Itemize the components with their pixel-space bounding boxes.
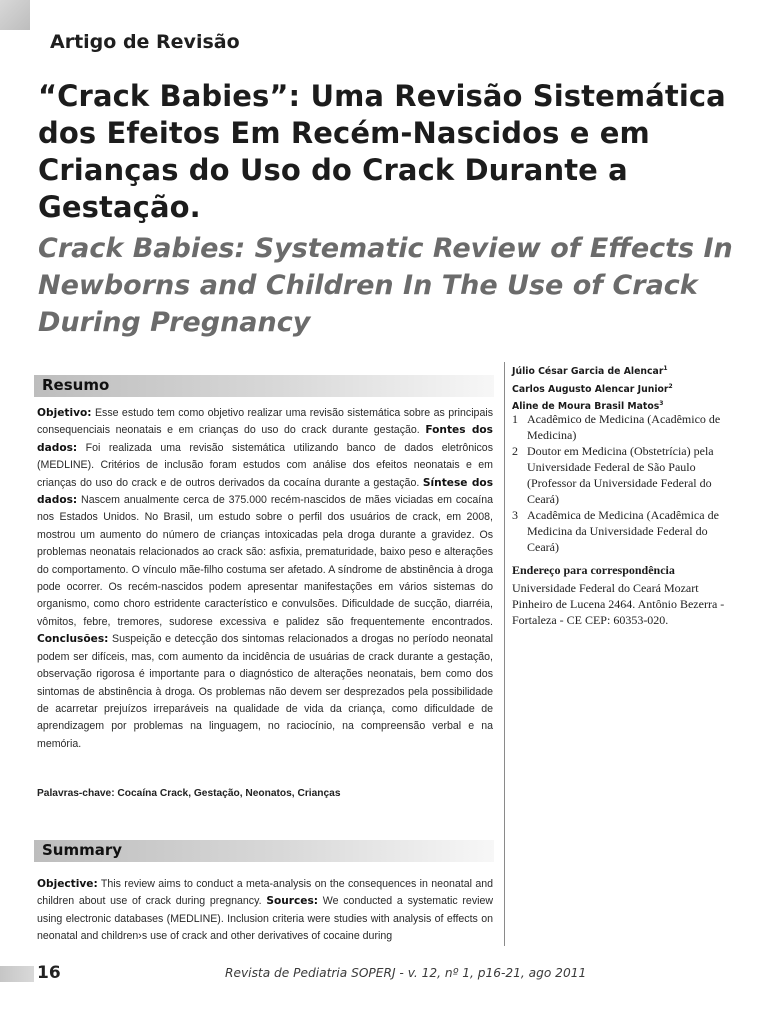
summary-text-objective: This review aims to conduct a meta-analysis on the consequences in neonatal and children about use of crack during pregnancy. <box>37 878 493 908</box>
summary-label-objective: Objective: <box>37 878 98 890</box>
top-decoration <box>0 0 30 30</box>
resumo-text-conclusoes: Suspeição e detecção dos sintomas relacionados a drogas no período neonatal podem ser difíceis, mas, com aumento da incidência de usuárias de crack durante a gestação, observação rigorosa é importante para o diagnóstico de alterações neonatais, bem como dos sintomas de abstinência à droga. Os problemas não devem ser desprezados pela possibilidade de acarretar prejuízos irreparáveis na qualidade de vida da criança, como dificuldade de aprendizagem por problemas na linguagem, no raciocínio, na compreensão verbal e na memória. <box>37 633 493 750</box>
author-list <box>512 362 742 415</box>
resumo-label-sintese: Síntese dos dados: <box>37 476 494 507</box>
resumo-text-objetivo: Esse estudo tem como objetivo realizar uma revisão sistemática sobre as principais consequenciais neonatais e em crianças do uso do crack durante gestação. <box>37 407 493 437</box>
resumo-label-objetivo: Objetivo: <box>37 407 92 419</box>
affiliation-list <box>512 411 742 555</box>
author-name: Carlos Augusto Alencar Junior$^2$ <box>512 382 673 395</box>
journal-citation: Revista de Pediatria SOPERJ - v. 12, nº 1, p16-21, ago 2011 <box>225 966 587 980</box>
resumo-label-conclusoes: Conclusões: <box>37 633 109 646</box>
author-name: Aline de Moura Brasil Matos$^3$ <box>512 400 664 413</box>
article-type-label: Artigo de Revisão <box>50 31 240 53</box>
affiliation-item: 3 Acadêmica de Medicina (Acadêmica de Medicina da Universidade Federal do Ceará) <box>512 508 719 554</box>
title-english: Crack Babies: Systematic Review of Effects In Newborns and Children In The Use of Crack During Pregnancy <box>38 233 733 338</box>
correspondence-title: Endereço para correspondência <box>512 563 675 577</box>
resumo-header <box>34 375 494 397</box>
resumo-text-fontes: Foi realizada uma revisão sistemática utilizando banco de dados eletrônicos (MEDLINE). Critérios de inclusão foram estudos com análise dos efeitos neonatais e em crianças do uso do crack e de outros derivados da cocaína durante a gestação. <box>37 441 493 489</box>
column-divider <box>504 362 505 946</box>
correspondence-address: Universidade Federal do Ceará Mozart Pinheiro de Lucena 2464. Antônio Bezerra - Fortaleza - CE CEP: 60353-020. <box>512 581 725 627</box>
summary-heading: Summary <box>42 841 123 859</box>
summary-header <box>34 840 494 862</box>
resumo-body <box>37 405 493 753</box>
summary-label-sources: Sources: <box>266 895 319 908</box>
affiliation-item: 2 Doutor em Medicina (Obstetrícia) pela Universidade Federal de São Paulo (Professor da Universidade Federal do Ceará) <box>512 444 714 506</box>
resumo-text-sintese: Nascem anualmente cerca de 375.000 recém-nascidos de mães viciadas em cocaína nos Estados Unidos. No Brasil, um estudo sobre o perfil dos usuários de crack, em 2008, mostrou um aumento do número de crianças intoxicadas pela droga durante a gravidez. Os problemas neonatais relacionados ao crack são: asfixia, prematuridade, baixo peso e alterações do comportamento. O vínculo mãe-filho costuma ser afetado. A síndrome de abstinência à droga pode ocorrer. Os recém-nascidos podem apresentar manifestações em vários sistemas do organismo, como choro estridente característico e convulsões. Dificuldade de sucção, diarréia, vômitos, febre, tremores, sudorese excessiva e palidez são frequentemente encontrados. <box>37 494 493 628</box>
resumo-label-fontes: Fontes dos dados: <box>37 424 493 454</box>
title-portuguese: “Crack Babies”: Uma Revisão Sistemática dos Efeitos Em Recém-Nascidos e em Crianças do Uso do Crack Durante a Gestação. <box>38 79 726 224</box>
summary-body <box>37 876 493 946</box>
resumo-heading: Resumo <box>42 376 110 394</box>
keywords: Palavras-chave: Cocaína Crack, Gestação, Neonatos, Crianças <box>37 788 341 799</box>
summary-text-sources: We conducted a systematic review using electronic databases (MEDLINE). Inclusion criteria were studies with analysis of effects on neonatal and children›s use of crack and other derivatives of cocaine during <box>37 895 494 943</box>
footer-decoration <box>0 966 34 982</box>
page-number: 16 <box>37 963 61 983</box>
author-name: Júlio César Garcia de Alencar$^1$ <box>512 365 668 378</box>
affiliation-item: 1 Acadêmico de Medicina (Acadêmico de Medicina) <box>512 412 721 442</box>
